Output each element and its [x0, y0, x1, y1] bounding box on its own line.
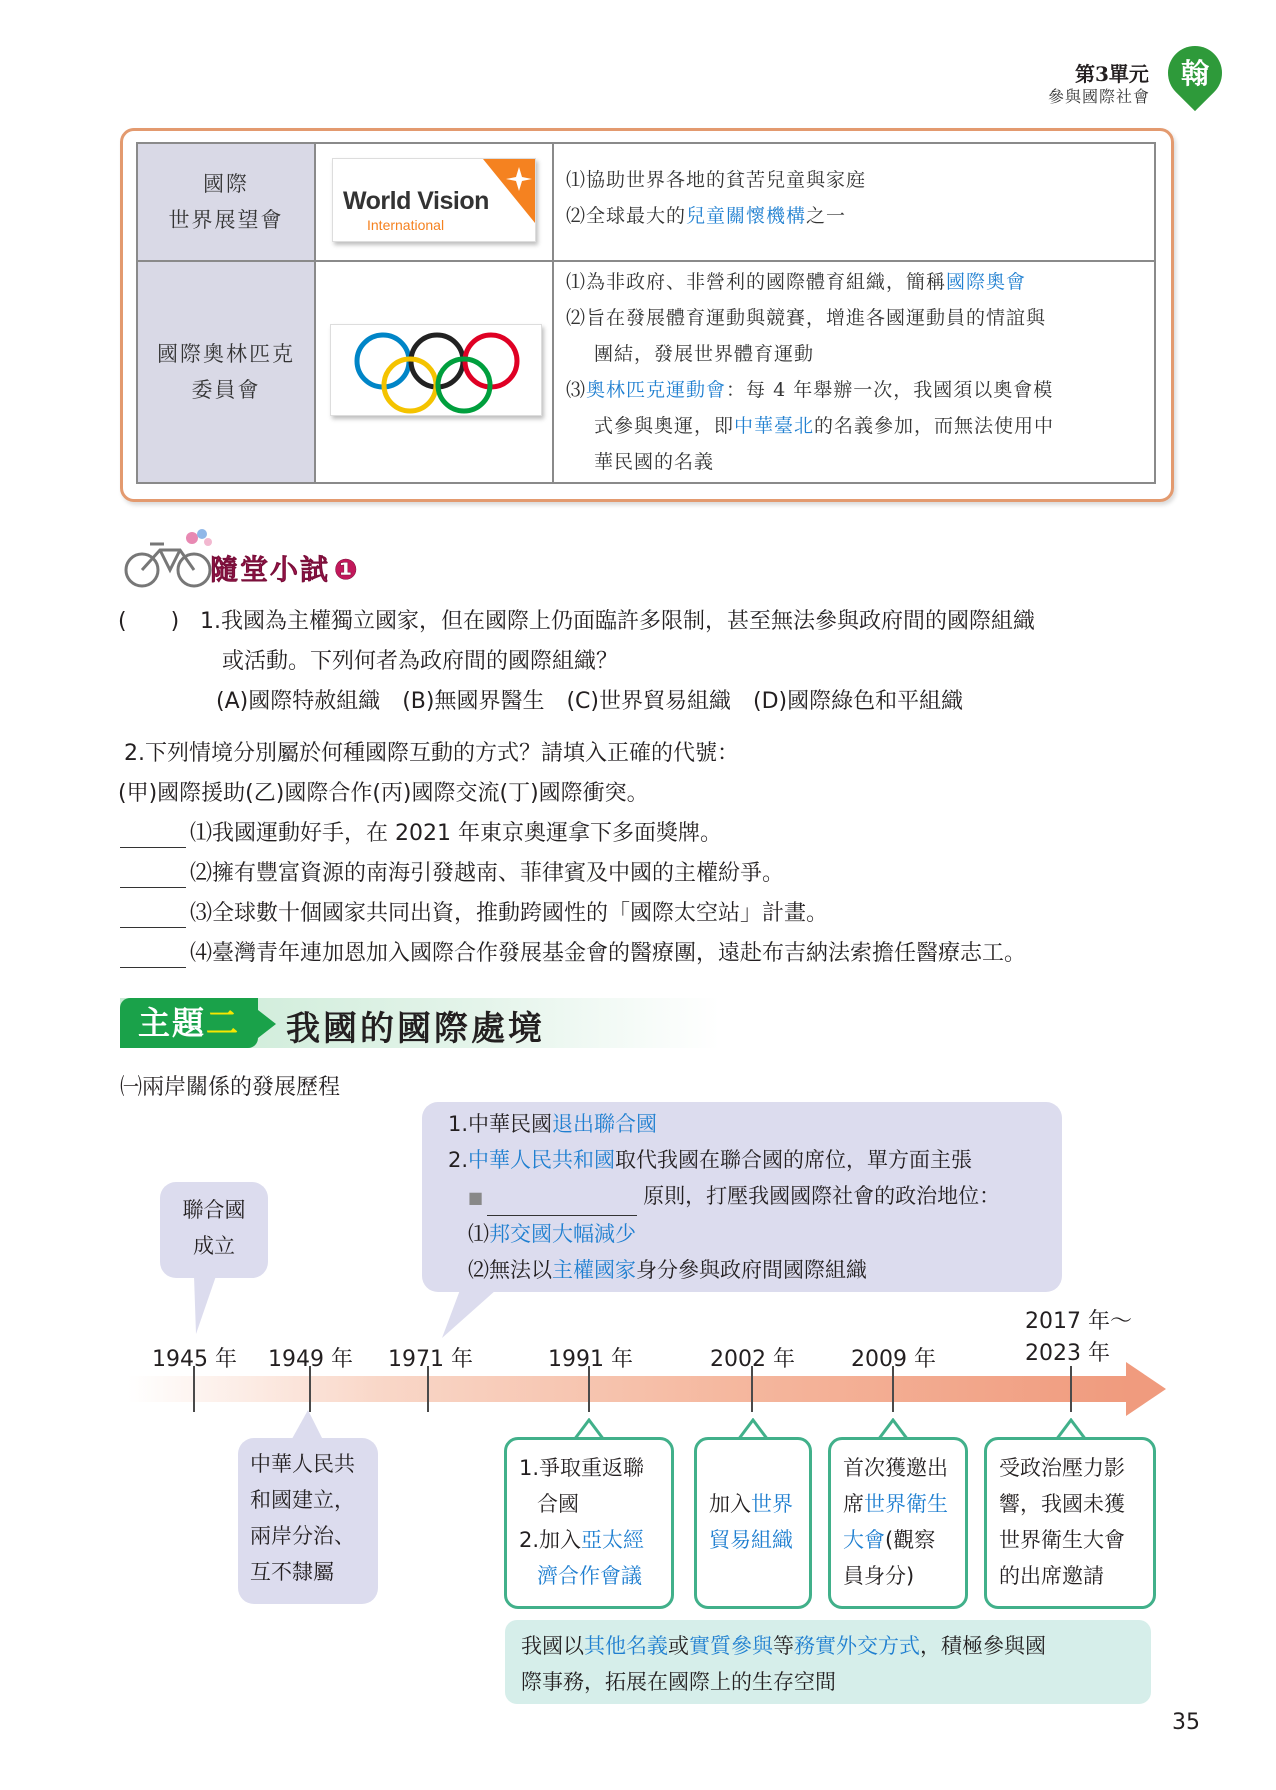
- b2009-line-4: 員身分): [843, 1564, 915, 1588]
- row-divider: [138, 260, 1154, 262]
- b2009-line-1: 首次獲邀出: [843, 1456, 948, 1480]
- unit-label: 第3單元: [1075, 62, 1149, 86]
- year-1949: 1949 年: [268, 1347, 353, 1372]
- section-heading: ㈠兩岸關係的發展歷程: [120, 1075, 341, 1100]
- b1991-line-4: 濟合作會議: [537, 1564, 642, 1588]
- year-2009: 2009 年: [851, 1347, 936, 1372]
- b2017-line-2: 響，我國未獲: [999, 1492, 1125, 1516]
- theme-title: 我國的國際處境: [286, 1009, 545, 1049]
- answer-blank[interactable]: [487, 1193, 637, 1216]
- wv-item-2: ⑵全球最大的兒童關懷機構之一: [566, 205, 847, 227]
- world-vision-logo: [332, 158, 536, 242]
- org-name-ioc: 國際奧林匹克 委員會: [138, 262, 316, 482]
- b1991-line-2: 合國: [537, 1492, 579, 1516]
- un-founded-line-2: 成立: [193, 1234, 235, 1258]
- ioc-item-1: ⑴為非政府、非營利的國際體育組織，簡稱國際奧會: [566, 271, 1027, 293]
- q2-item-3: ⑶全球數十個國家共同出資，推動跨國性的「國際太空站」計畫。: [120, 900, 828, 928]
- summary-line-1: 我國以其他名義或實質參與等務實外交方式，積極參與國: [521, 1634, 1046, 1658]
- world-vision-wordmark: World Vision: [343, 187, 489, 215]
- q2-item-1: ⑴我國運動好手，在 2021 年東京奧運拿下多面獎牌。: [120, 820, 722, 848]
- quiz-title: 隨堂小試 ❶: [210, 553, 360, 586]
- b2017-line-4: 的出席邀請: [999, 1564, 1104, 1588]
- year-2017: 2017 年～: [1025, 1309, 1132, 1334]
- withdraw-line-4: ⑴邦交國大幅減少: [468, 1222, 636, 1246]
- publisher-badge-text: 翰: [1180, 57, 1209, 90]
- q2-line-2: (甲)國際援助(乙)國際合作(丙)國際交流(丁)國際衝突。: [118, 781, 649, 806]
- q1-line-1: 1.我國為主權獨立國家，但在國際上仍面臨許多限制，甚至無法參與政府間的國際組織: [200, 609, 1035, 634]
- theme-arrow-icon: [258, 1010, 276, 1038]
- answer-blank[interactable]: [120, 945, 186, 968]
- q2-item-4: ⑷臺灣青年連加恩加入國際合作發展基金會的醫療團，遠赴布吉納法索擔任醫療志工。: [120, 940, 1026, 968]
- answer-blank[interactable]: [120, 905, 186, 928]
- year-1971: 1971 年: [388, 1347, 473, 1372]
- wv-item-1: ⑴協助世界各地的貧苦兒童與家庭: [566, 169, 867, 191]
- b2009-line-2: 席世界衛生: [843, 1492, 948, 1516]
- b2002-line-1: 加入世界: [709, 1492, 793, 1516]
- col-divider: [552, 144, 554, 482]
- callout-pointer: [190, 1276, 220, 1336]
- box-2017: [984, 1437, 1156, 1609]
- withdraw-line-5: ⑵無法以主權國家身分參與政府間國際組織: [468, 1258, 867, 1282]
- timeline-arrow-icon: [1126, 1362, 1166, 1416]
- answer-blank[interactable]: [120, 865, 186, 888]
- b2017-line-3: 世界衛生大會: [999, 1528, 1125, 1552]
- callout-1949: [238, 1438, 378, 1604]
- org-table: [136, 142, 1156, 484]
- ioc-description: [566, 264, 1152, 480]
- world-vision-description: [566, 162, 1146, 234]
- prc-line-1: 中華人民共: [250, 1452, 355, 1476]
- withdraw-line-1: 1.中華民國退出聯合國: [448, 1112, 658, 1136]
- world-vision-subtext: International: [367, 217, 445, 233]
- b2009-line-3: 大會(觀察: [843, 1528, 936, 1552]
- q1-paren: ( ): [118, 609, 180, 634]
- year-2023: 2023 年: [1025, 1341, 1110, 1366]
- q2-line-1: 2.下列情境分別屬於何種國際互動的方式？請填入正確的代號：: [124, 741, 739, 766]
- box-2002: [694, 1437, 812, 1609]
- org-name-world-vision: 國際 世界展望會: [138, 144, 316, 260]
- b1991-line-1: 1.爭取重返聯: [519, 1456, 645, 1480]
- summary-box: [505, 1620, 1151, 1704]
- timeline-bar: [128, 1376, 1128, 1402]
- unit-subtitle: 參與國際社會: [1048, 87, 1151, 106]
- prc-line-3: 兩岸分治、: [250, 1524, 355, 1548]
- summary-line-2: 際事務，拓展在國際上的生存空間: [521, 1670, 836, 1694]
- withdraw-line-2: 2.中華人民共和國取代我國在聯合國的席位，單方面主張: [448, 1148, 973, 1172]
- prc-line-2: 和國建立，: [250, 1488, 355, 1512]
- callout-un-founded: [160, 1182, 268, 1278]
- box-1991: [504, 1437, 674, 1609]
- q1-line-2: 或活動。下列何者為政府間的國際組織？: [222, 649, 619, 674]
- box-2009: [828, 1437, 968, 1609]
- answer-blank[interactable]: [120, 825, 186, 848]
- q1-options: (A)國際特赦組織 (B)無國界醫生 (C)世界貿易組織 (D)國際綠色和平組織: [216, 689, 964, 714]
- year-1945: 1945 年: [152, 1347, 237, 1372]
- callout-1971: [422, 1102, 1062, 1292]
- page-number: 35: [1172, 1710, 1200, 1735]
- q2-item-2: ⑵擁有豐富資源的南海引發越南、菲律賓及中國的主權紛爭。: [120, 860, 784, 888]
- withdraw-line-3: ■ 原則，打壓我國國際社會的政治地位：: [448, 1178, 1062, 1216]
- theme-tag: 主題二: [120, 998, 258, 1048]
- year-2002: 2002 年: [710, 1347, 795, 1372]
- b1991-line-3: 2.加入亞太經: [519, 1528, 645, 1552]
- callout-pointer: [440, 1290, 500, 1340]
- year-1991: 1991 年: [548, 1347, 633, 1372]
- b2002-line-2: 貿易組織: [709, 1528, 793, 1552]
- olympic-rings-logo: [330, 324, 542, 416]
- b2017-line-1: 受政治壓力影: [999, 1456, 1125, 1480]
- ioc-item-2: ⑵旨在發展體育運動與競賽，增進各國運動員的情誼與 團結，發展世界體育運動: [566, 307, 1047, 365]
- olympic-rings-icon: [331, 325, 541, 415]
- bicycle-icon: [120, 528, 216, 590]
- ioc-item-3: ⑶奧林匹克運動會：每 4 年舉辦一次，我國須以奧會模 式參與奧運，即中華臺北的名義參加，而無法使用中 華民國的名義: [566, 379, 1055, 473]
- un-founded-line-1: 聯合國: [182, 1198, 246, 1222]
- prc-line-4: 互不隸屬: [250, 1560, 334, 1584]
- tick-2017: [1070, 1366, 1072, 1412]
